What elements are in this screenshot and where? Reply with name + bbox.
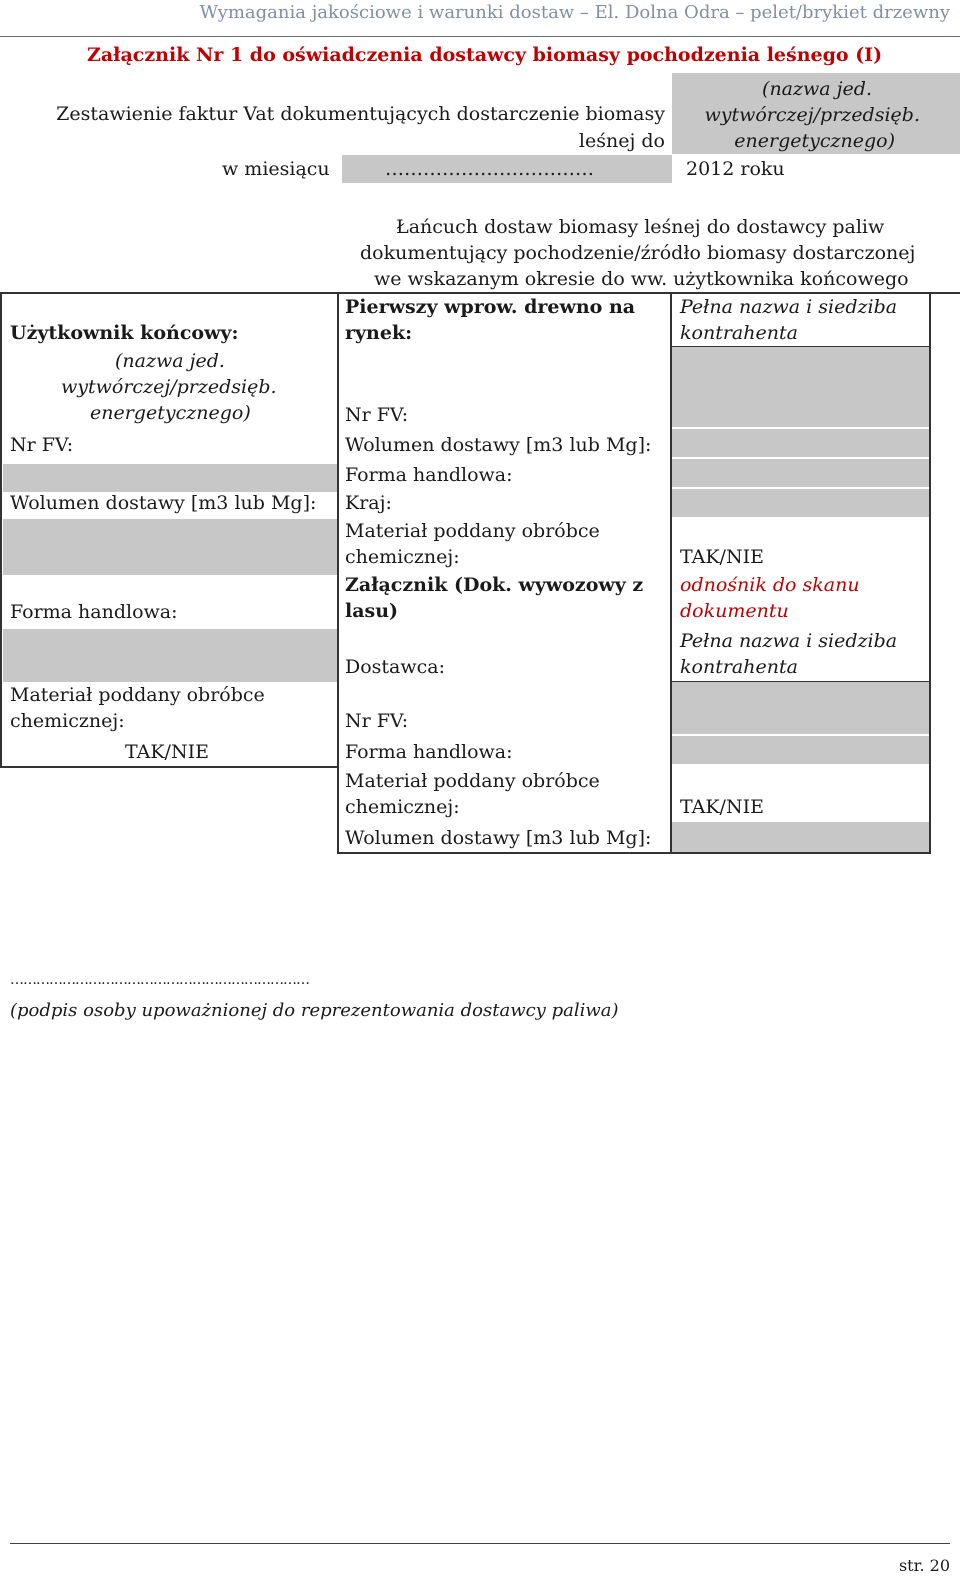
supplier-chemical-label-2: chemicznej: bbox=[345, 796, 460, 818]
supplier-chemical-yes-no[interactable]: TAK/NIE bbox=[680, 796, 764, 818]
recipient-hint-3: energetycznego) bbox=[734, 130, 895, 152]
statement-line-1: Zestawienie faktur Vat dokumentujących dostarczenie biomasy bbox=[56, 103, 665, 125]
supplier-chemical-label-1: Materiał poddany obróbce bbox=[345, 770, 600, 792]
country-value-field[interactable] bbox=[672, 489, 929, 517]
end-user-volume-label: Wolumen dostawy [m3 lub Mg]: bbox=[10, 492, 317, 514]
end-user-heading: Użytkownik końcowy: bbox=[10, 322, 239, 344]
trade-form-value-field[interactable] bbox=[672, 459, 929, 487]
end-user-yes-no[interactable]: TAK/NIE bbox=[125, 741, 209, 763]
attachment-title: Załącznik Nr 1 do oświadczenia dostawcy biomasy pochodzenia leśnego (I) bbox=[87, 44, 883, 66]
end-user-nrfv-field[interactable] bbox=[3, 464, 337, 492]
header-title: Wymagania jakościowe i warunki dostaw – El. Dolna Odra – pelet/brykiet drzewny bbox=[199, 2, 950, 23]
volume-value-field[interactable] bbox=[672, 429, 929, 457]
first-market-nrfv-label: Nr FV: bbox=[345, 404, 409, 426]
chain-title-2: dokumentujący pochodzenie/źródło biomasy dostarczonej bbox=[360, 242, 916, 264]
end-user-trade-form-label: Forma handlowa: bbox=[10, 601, 178, 623]
chain-title-1: Łańcuch dostaw biomasy leśnej do dostawcy paliw bbox=[396, 216, 885, 238]
end-user-hint-1: (nazwa jed. bbox=[115, 350, 225, 372]
first-market-heading-1: Pierwszy wprow. drewno na bbox=[345, 296, 636, 318]
supplier-volume-field[interactable] bbox=[672, 822, 929, 852]
scan-link-2[interactable]: dokumentu bbox=[680, 600, 789, 622]
page-number: str. 20 bbox=[898, 1556, 950, 1575]
contractor-hint-2: kontrahenta bbox=[680, 322, 798, 344]
month-label: w miesiącu bbox=[222, 158, 330, 180]
supplier-trade-form-label: Forma handlowa: bbox=[345, 741, 513, 763]
supplier-label: Dostawca: bbox=[345, 656, 446, 678]
chemical-yes-no[interactable]: TAK/NIE bbox=[680, 546, 764, 568]
supplier-trade-form-field[interactable] bbox=[672, 736, 929, 764]
first-market-chemical-label-1: Materiał poddany obróbce bbox=[345, 520, 600, 542]
year-label: 2012 roku bbox=[686, 158, 785, 180]
first-market-chemical-label-2: chemicznej: bbox=[345, 546, 460, 568]
statement-line-2: leśnej do bbox=[578, 130, 665, 152]
contractor-hint-1: Pełna nazwa i siedziba bbox=[680, 296, 898, 318]
supplier-volume-label: Wolumen dostawy [m3 lub Mg]: bbox=[345, 827, 652, 849]
recipient-hint-2: wytwórczej/przedsięb. bbox=[704, 104, 920, 126]
end-user-trade-form-field[interactable] bbox=[3, 629, 337, 682]
attachment-label-1: Załącznik (Dok. wywozowy z bbox=[345, 574, 644, 596]
footer-divider bbox=[10, 1543, 950, 1544]
scan-link-1[interactable]: odnośnik do skanu bbox=[680, 574, 860, 596]
attachment-label-2: lasu) bbox=[345, 600, 399, 622]
first-market-trade-form-label: Forma handlowa: bbox=[345, 464, 513, 486]
signature-caption: (podpis osoby upoważnionej do reprezentowania dostawcy paliwa) bbox=[10, 1000, 619, 1021]
month-dots: …………………………… bbox=[385, 158, 594, 180]
end-user-hint-3: energetycznego) bbox=[90, 402, 251, 424]
supplier-nrfv-label: Nr FV: bbox=[345, 710, 409, 732]
end-user-volume-field[interactable] bbox=[3, 519, 337, 575]
supplier-nrfv-field[interactable] bbox=[672, 682, 929, 734]
chain-title-3: we wskazanym okresie do ww. użytkownika końcowego bbox=[374, 268, 909, 290]
end-user-nrfv-label: Nr FV: bbox=[10, 434, 74, 456]
supplier-contractor-hint-1: Pełna nazwa i siedziba bbox=[680, 630, 898, 652]
end-user-hint-2: wytwórczej/przedsięb. bbox=[61, 376, 277, 398]
end-user-chemical-label-1: Materiał poddany obróbce bbox=[10, 684, 265, 706]
first-market-volume-label: Wolumen dostawy [m3 lub Mg]: bbox=[345, 434, 652, 456]
end-user-chemical-label-2: chemicznej: bbox=[10, 710, 125, 732]
first-market-contractor-field[interactable] bbox=[672, 347, 929, 427]
first-market-heading-2: rynek: bbox=[345, 322, 413, 344]
first-market-country-label: Kraj: bbox=[345, 492, 392, 514]
signature-line: …………………………………………………………… bbox=[10, 972, 309, 988]
supplier-contractor-hint-2: kontrahenta bbox=[680, 656, 798, 678]
recipient-hint-1: (nazwa jed. bbox=[762, 78, 872, 100]
